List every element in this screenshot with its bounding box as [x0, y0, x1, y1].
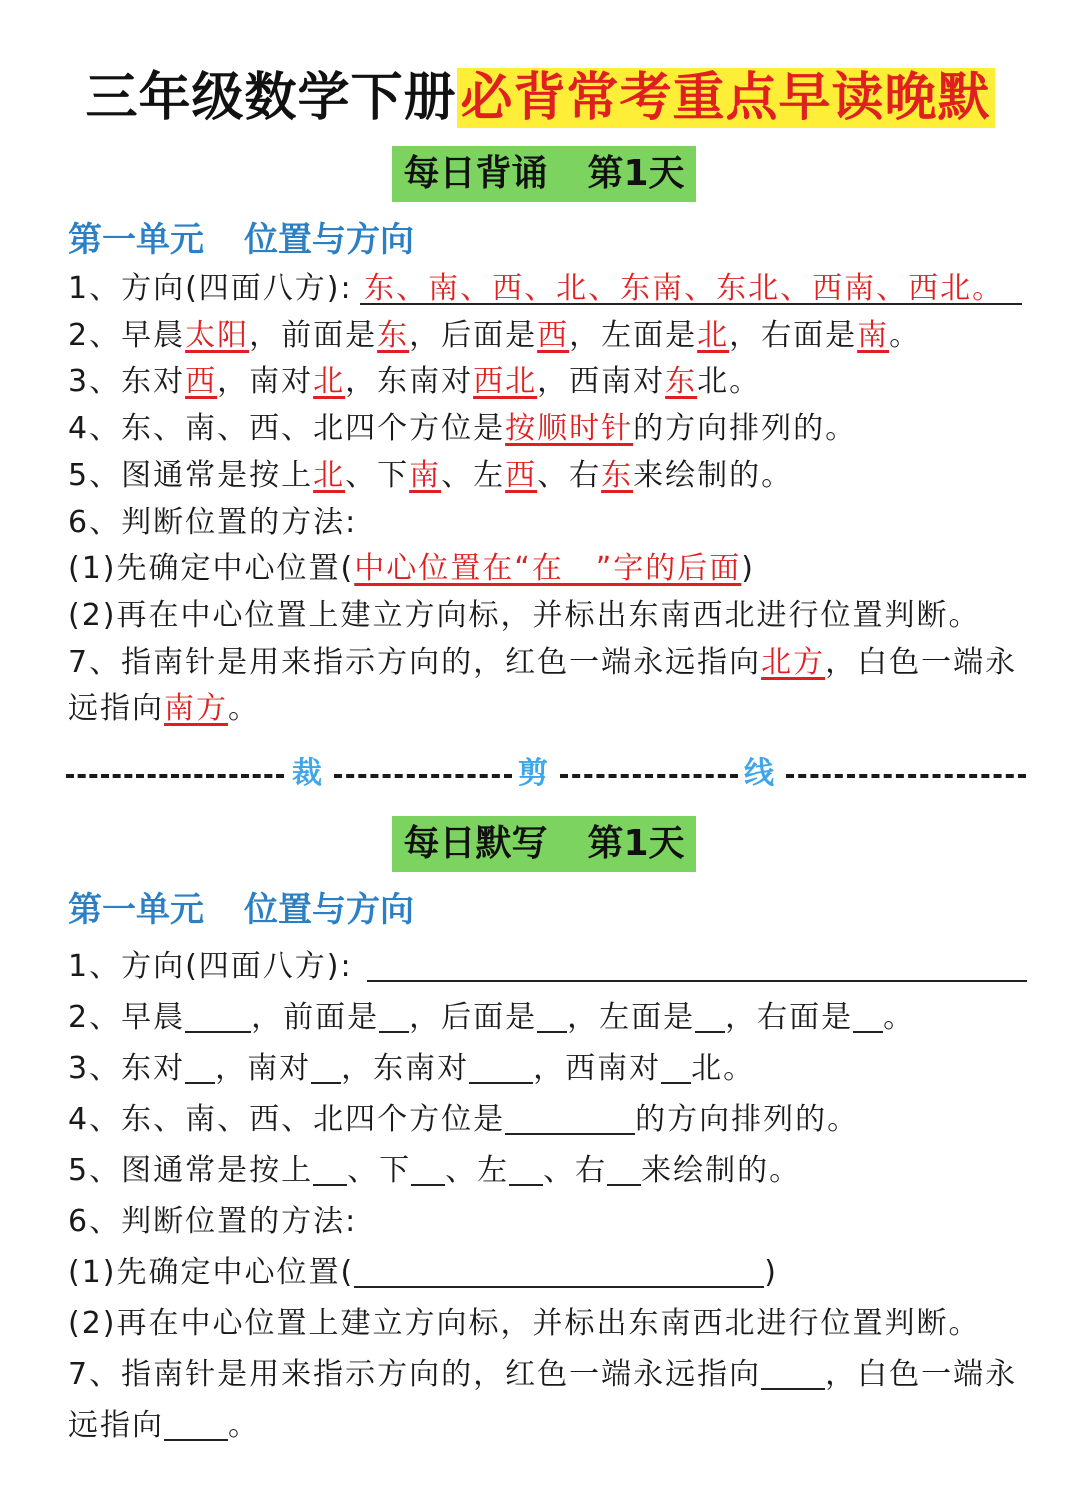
line-text: 、右 — [537, 457, 602, 493]
line-text: ，后面是 — [409, 1000, 538, 1035]
answer-blank[interactable] — [853, 997, 883, 1033]
answer-text: 西 — [505, 457, 538, 493]
dictation-line-6: 6、判断位置的方法: — [68, 1204, 358, 1239]
line-text: ) — [764, 1255, 778, 1290]
answer-text: 中心位置在“在 ”字的后面 — [354, 551, 742, 587]
answer-text: 太阳 — [185, 317, 250, 353]
answer-blank[interactable] — [354, 1252, 764, 1288]
answer-text: 西北 — [473, 364, 538, 400]
recite-line-6b: (2)再在中心位置上建立方向标，并标出东南西北进行位置判断。 — [68, 597, 981, 633]
line-text: ，左面是 — [569, 317, 698, 353]
line-text: 远指向 — [68, 1408, 164, 1443]
line-text: ，前面是 — [249, 317, 378, 353]
answer-text: 西 — [537, 317, 570, 353]
dash-segment — [66, 774, 284, 778]
line-text: 、下 — [347, 1153, 412, 1188]
recite-unit-name: 第一单元 — [68, 220, 204, 260]
line-text: 、左 — [441, 457, 506, 493]
line-text: 4、东、南、西、北四个方位是 — [68, 1102, 506, 1137]
line-text: 3、东对 — [68, 364, 186, 400]
line-text: ，白色一端永 — [825, 644, 1018, 680]
recite-line-5 — [68, 453, 1028, 500]
dictation-content — [68, 941, 1028, 1451]
answer-blank[interactable] — [505, 1099, 635, 1135]
line-text: 来绘制的。 — [641, 1153, 802, 1188]
recite-line-1 — [68, 266, 1028, 313]
line-text: ，右面是 — [725, 1000, 854, 1035]
answer-blank[interactable] — [661, 1048, 691, 1084]
line-text: ，西南对 — [537, 364, 666, 400]
page-title — [0, 58, 1080, 138]
dictation-line-6b: (2)再在中心位置上建立方向标，并标出东南西北进行位置判断。 — [68, 1306, 981, 1341]
dictation-line-7 — [68, 1349, 1028, 1400]
answer-blank[interactable] — [607, 1150, 641, 1186]
answer-text: 北 — [313, 457, 346, 493]
answer-text: 北 — [697, 317, 730, 353]
answer-text: 按顺时针 — [505, 411, 634, 447]
line-text: (1)先确定中心位置( — [68, 551, 355, 587]
answer-blank[interactable] — [761, 1354, 825, 1390]
answer-blank[interactable] — [509, 1150, 543, 1186]
answer-blank[interactable] — [185, 997, 251, 1033]
dictation-line-5 — [68, 1145, 1028, 1196]
line-text: 、下 — [345, 457, 410, 493]
line-text: 1、方向(四面八方): — [68, 949, 353, 984]
line-text: ，左面是 — [567, 1000, 696, 1035]
answer-text: 南 — [857, 317, 890, 353]
line-text: 4、东、南、西、北四个方位是 — [68, 411, 506, 447]
line-text: 的方向排列的。 — [635, 1102, 860, 1137]
line-text: 1、方向(四面八方): — [68, 271, 353, 306]
line-text: 3、东对 — [68, 1051, 186, 1086]
line-text: 北。 — [697, 364, 762, 400]
recite-banner-label: 每日背诵 — [403, 153, 548, 194]
answer-blank[interactable] — [695, 997, 725, 1033]
dash-segment — [334, 774, 512, 778]
line-text: ，南对 — [217, 364, 314, 400]
line-text: 7、指南针是用来指示方向的，红色一端永远指向 — [68, 644, 762, 680]
answer-blank[interactable] — [411, 1150, 445, 1186]
title-highlight: 必背常考重点早读晚默 — [457, 68, 995, 128]
recite-line-4 — [68, 406, 1028, 453]
line-text: 2、早晨 — [68, 1000, 186, 1035]
line-text: 、左 — [445, 1153, 510, 1188]
recite-line-7 — [68, 640, 1028, 687]
answer-text: 北 — [313, 364, 346, 400]
dictation-line-1 — [68, 941, 1028, 992]
dictation-banner-label: 每日默写 — [403, 823, 548, 864]
line-text: 的方向排列的。 — [633, 411, 858, 447]
recite-banner — [392, 146, 696, 202]
answer-text: 东 — [377, 317, 410, 353]
line-text: ) — [741, 551, 756, 587]
line-text: 北。 — [691, 1051, 756, 1086]
line-text: 来绘制的。 — [633, 457, 794, 493]
dash-segment — [560, 774, 738, 778]
cut-label-3: 线 — [744, 756, 774, 791]
line-text: ，后面是 — [409, 317, 538, 353]
answer-blank[interactable] — [164, 1405, 228, 1441]
line-text: 5、图通常是按上 — [68, 1153, 314, 1188]
dash-segment — [786, 774, 1026, 778]
answer-text: 东 — [601, 457, 634, 493]
dictation-unit-heading — [68, 888, 414, 932]
dictation-banner-day: 第1天 — [587, 823, 685, 864]
answer-blank[interactable] — [313, 1150, 347, 1186]
line-text: 。 — [889, 317, 922, 353]
line-text: ，前面是 — [251, 1000, 380, 1035]
title-grade: 三年级数学下册 — [85, 68, 457, 128]
line-text: ，东南对 — [345, 364, 474, 400]
answer-blank[interactable] — [367, 946, 1027, 982]
answer-text: 东、南、西、北、东南、东北、西南、西北。 — [364, 271, 1005, 306]
line-text: 。 — [228, 691, 260, 727]
line-text: 5、图通常是按上 — [68, 457, 314, 493]
answer-blank[interactable] — [379, 997, 409, 1033]
line-text: 7、指南针是用来指示方向的，红色一端永远指向 — [68, 1357, 762, 1392]
line-text: ，西南对 — [533, 1051, 662, 1086]
line-text: ，南对 — [215, 1051, 312, 1086]
recite-line-6a — [68, 546, 1028, 593]
line-text: 远指向 — [68, 691, 164, 727]
answer-text: 南方 — [164, 691, 228, 727]
answer-blank[interactable] — [311, 1048, 341, 1084]
cut-label-2: 剪 — [518, 756, 548, 791]
recite-banner-day: 第1天 — [587, 153, 685, 194]
line-text: 2、早晨 — [68, 317, 186, 353]
recite-line-6: 6、判断位置的方法: — [68, 504, 358, 540]
answer-blank[interactable] — [469, 1048, 533, 1084]
answer-text: 西 — [185, 364, 218, 400]
line-text: 。 — [883, 1000, 916, 1035]
recite-unit-heading — [68, 218, 414, 262]
line-text: 。 — [228, 1408, 260, 1443]
line-text: 、右 — [543, 1153, 608, 1188]
cut-line — [66, 750, 1026, 800]
answer-blank[interactable] — [537, 997, 567, 1033]
recite-unit-topic: 位置与方向 — [244, 220, 414, 260]
answer-blank[interactable] — [185, 1048, 215, 1084]
line-text: ，右面是 — [729, 317, 858, 353]
answer-text: 北方 — [761, 644, 826, 680]
cut-label-1: 裁 — [292, 756, 322, 791]
recite-line-3 — [68, 359, 1028, 406]
dictation-line-7b — [68, 1400, 1028, 1451]
recite-content — [68, 266, 1028, 733]
dictation-line-2 — [68, 992, 1028, 1043]
line-text: (1)先确定中心位置( — [68, 1255, 355, 1290]
line-text: ，东南对 — [341, 1051, 470, 1086]
answer-text: 东 — [665, 364, 698, 400]
recite-line-2 — [68, 313, 1028, 360]
dictation-line-6a — [68, 1247, 1028, 1298]
dictation-line-3 — [68, 1043, 1028, 1094]
recite-line-7b — [68, 686, 1028, 733]
answer-text: 南 — [409, 457, 442, 493]
dictation-line-4 — [68, 1094, 1028, 1145]
dictation-unit-name: 第一单元 — [68, 890, 204, 930]
dictation-unit-topic: 位置与方向 — [244, 890, 414, 930]
dictation-banner — [392, 816, 696, 872]
line-text: ，白色一端永 — [825, 1357, 1018, 1392]
